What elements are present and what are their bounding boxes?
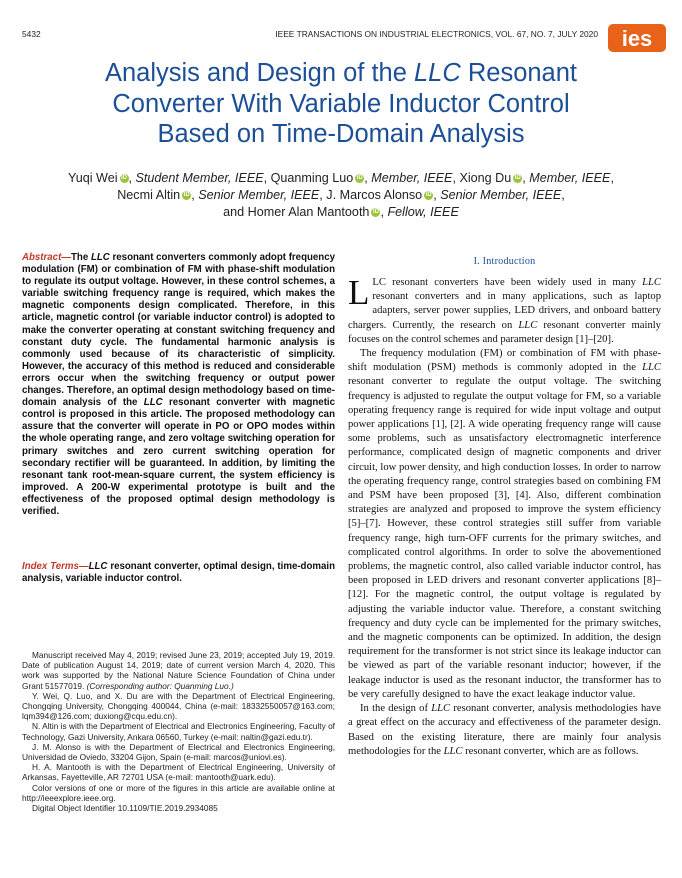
author-name: Necmi Altin xyxy=(117,188,181,202)
footnote-affiliation: J. M. Alonso is with the Department of Electrical and Electronics Engineering, Universidad de Oviedo, 33204 Gijon, Spain (e-mail: marcos@uniovi.es). xyxy=(22,741,335,763)
paper-title xyxy=(0,58,682,150)
journal-header: IEEE TRANSACTIONS ON INDUSTRIAL ELECTRONICS, VOL. 67, NO. 7, JULY 2020 xyxy=(275,29,598,39)
author-name: Yuqi Wei xyxy=(68,171,118,185)
logo-text: ies xyxy=(621,26,653,51)
abstract-label: Abstract xyxy=(22,252,62,263)
author-name: and Homer Alan Mantooth xyxy=(223,205,370,219)
drop-cap: L xyxy=(348,273,370,312)
introduction-body xyxy=(348,273,661,759)
index-terms: Index Terms—LLC resonant converter, optimal design, time-domain analysis, variable inductor control. xyxy=(22,561,335,585)
author-name: Xiong Du xyxy=(459,171,512,185)
section-heading: I. Introduction xyxy=(473,256,536,267)
footnote-affiliation: H. A. Mantooth is with the Department of Electrical Engineering, University of Arkansas, Fayetteville, AR 72701 USA (e-mail: mantooth@uark.edu). xyxy=(22,762,335,783)
orcid-icon[interactable]: iD xyxy=(183,192,190,198)
orcid-icon[interactable]: iD xyxy=(372,209,379,215)
page-number: 5432 xyxy=(22,29,41,39)
author-name: Quanming Luo xyxy=(270,171,354,185)
ies-logo-icon xyxy=(608,24,666,52)
footnote-color: Color versions of one or more of the figures in this article are available online at http://ieeexplore.ieee.org. xyxy=(22,782,335,803)
abstract: Abstract—The LLC resonant converters commonly adopt frequency modulation (FM) or combination of FM with phase-shift modulation to regulate its output voltage. However, in these control schemes, a variable switching frequency range is required, which makes the magnetic components design complicated. Therefore, in this article, magnetic control (or variable inductor control) is adopted to make the converter operating at constant switching frequency and constant duty cycle. The fundamental harmonic analysis is commonly used because of its characteristic of simplicity. However, the accuracy of this method is reduced and considerable errors occur when the switching frequency or output power changes. Therefore, an optimal design methodology based on time-domain analysis of the LLC resonant converter with magnetic control is proposed in this article. The proposed methodology can assure that the converter will operate in PO or OPO modes within the whole operating range, and zero voltage switching operation for primary switches and zero current switching operation for secondary rectifier will be guaranteed. In addition, by limiting the resonant tank root-mean-square current, the system efficiency is improved. A 200-W experimental prototype is built and the effectiveness of the proposed optimal design methodology is verified. xyxy=(22,252,335,517)
author-list: Yuqi Wei iD , Student Member, IEEE, Quanming Luo iD , Member, IEEE, Xiong Du iD , Member, IEEE, Necmi Altin iD , Senior Member, IEEE, J. Marcos Alonso iD , Senior Member, IEEE, and Homer Alan Mantooth iD , Fellow, IEEE xyxy=(68,171,614,219)
title-line-1: Analysis and Design of the LLC Resonant xyxy=(104,59,578,87)
index-terms-label: Index Terms xyxy=(22,561,79,572)
footnotes xyxy=(22,650,335,813)
footnote-doi: Digital Object Identifier 10.1109/TIE.2019.2934085 xyxy=(32,803,218,814)
paragraph: In the design of LLC resonant converter, analysis methodologies have a great effect on the accuracy and effectiveness of the parameter design. Based on the existing literature, there are mainly four analysis methodologies for the LLC resonant converter, which are as follows. xyxy=(348,703,661,757)
paragraph: LLC resonant converters have been widely used in many LLC resonant converters and in many applications, such as laptop adapters, server power supplies, LED drivers, and onboard battery chargers. Currently, the research on LLC resonant converter mainly focuses on the control schemes and parameter design [1]–[20]. xyxy=(348,273,661,345)
footnote-affiliation: N. Altin is with the Department of Electrical and Electronics Engineering, Faculty of Technology, Gazi University, Ankara 06560, Turkey (e-mail: naltin@gazi.edu.tr). xyxy=(22,721,335,742)
orcid-icon[interactable]: iD xyxy=(425,192,432,198)
title-line-3: Based on Time-Domain Analysis xyxy=(157,120,525,148)
author-name: J. Marcos Alonso xyxy=(326,188,423,202)
paragraph: The frequency modulation (FM) or combination of FM with phase-shift modulation (PSM) methods is commonly adopted in the LLC resonant converter to regulate the output voltage. The switching frequency is adjusted to regulate the output voltage for FM, so a variable operating frequency range is required for wide input voltage and output power applications [1], [2]. A wide operating frequency range will cause some problems, such as unsatisfactory electromagnetic interference performance, complicated design of magnetic components and driver circuit, low power density, and high conduction losses. In order to narrow the operating frequency range, control strategies based on combining FM and PSM have been proposed [3], [4]. Also, different combination strategies are analyzed and proposed to improve the system efficiency [5]–[7]. However, these control strategies still suffer from variable frequency range, high turn-OFF currents for the primary switches, and complicated control algorithms. In order to solve the abovementioned problems, the magnetic control, also called variable inductor control, has been proposed in LED drivers and resonant converter applications [8]–[12]. For the magnetic control, the output voltage is regulated by adjusting the variable inductor value. Therefore, a constant switching frequency and duty cycle can be implemented for the primary switches, and the magnetic components can be optimized. In addition, the design requirement for the transformer is not strict since its leakage inductor can be viewed as part of the variable resonant inductor; however, if the leakage inductor is used as the resonant inductor, the transformer has to be very carefully designed to have the exact leakage inductor value. xyxy=(348,348,661,700)
footnote-affiliation: Y. Wei, Q. Luo, and X. Du are with the Department of Electrical Engineering, Chongqing University, Chongqing 400044, China (e-mail: 18332550057@163.com; lqm394@126.com; duxiong@cqu.edu.cn). xyxy=(22,690,335,722)
title-line-2: Converter With Variable Inductor Control xyxy=(112,89,570,118)
footnote-received: Manuscript received May 4, 2019; revised June 23, 2019; accepted July 19, 2019. Date of publication August 14, 2019; date of current version March 4, 2020. This work was supported by the National Nature Science Foundation of China under Grant 51577019. (Corresponding author: Quanming Luo.) xyxy=(22,650,335,691)
orcid-icon[interactable]: iD xyxy=(121,175,128,181)
orcid-icon[interactable]: iD xyxy=(356,175,363,181)
orcid-icon[interactable]: iD xyxy=(514,175,521,181)
